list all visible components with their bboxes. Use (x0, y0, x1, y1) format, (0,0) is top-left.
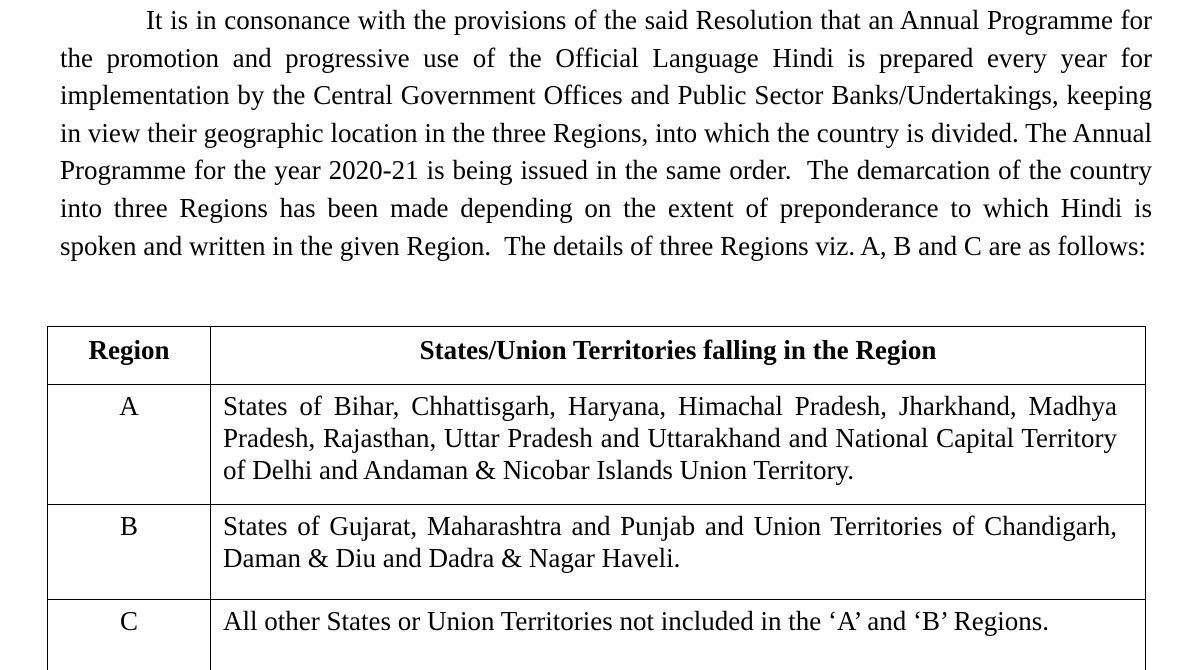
table-row (48, 385, 1146, 505)
region-states-cell: States of Gujarat, Maharashtra and Punjab and Union Territories of Chandigarh, Daman & Diu and Dadra & Nagar Haveli. (211, 505, 1146, 600)
table-row (48, 505, 1146, 600)
header-states: States/Union Territories falling in the Region (211, 327, 1146, 385)
header-region: Region (48, 327, 211, 385)
region-states-cell: All other States or Union Territories not included in the ‘A’ and ‘B’ Regions. (211, 600, 1146, 670)
table-row (48, 600, 1146, 670)
region-code-cell: B (48, 505, 211, 600)
region-states-cell: States of Bihar, Chhattisgarh, Haryana, Himachal Pradesh, Jharkhand, Madhya Pradesh, Rajasthan, Uttar Pradesh and Uttarakhand and National Capital Territory of Delhi and Andaman & Nicobar Islands Union Territory. (211, 385, 1146, 505)
body-paragraph: It is in consonance with the provisions of the said Resolution that an Annual Programme for the promotion and progressive use of the Official Language Hindi is prepared every year for implementation by the Central Government Offices and Public Sector Banks/Undertakings, keeping in view their geographic location in the three Regions, into which the country is divided. The Annual Programme for the year 2020-21 is being issued in the same order. The demarcation of the country into three Regions has been made depending on the extent of preponderance to which Hindi is spoken and written in the given Region. The details of three Regions viz. A, B and C are as follows: (60, 5, 1152, 261)
region-code-cell: A (48, 385, 211, 505)
region-code-cell: C (48, 600, 211, 670)
regions-table (47, 326, 1146, 670)
table-header-row (48, 327, 1146, 385)
